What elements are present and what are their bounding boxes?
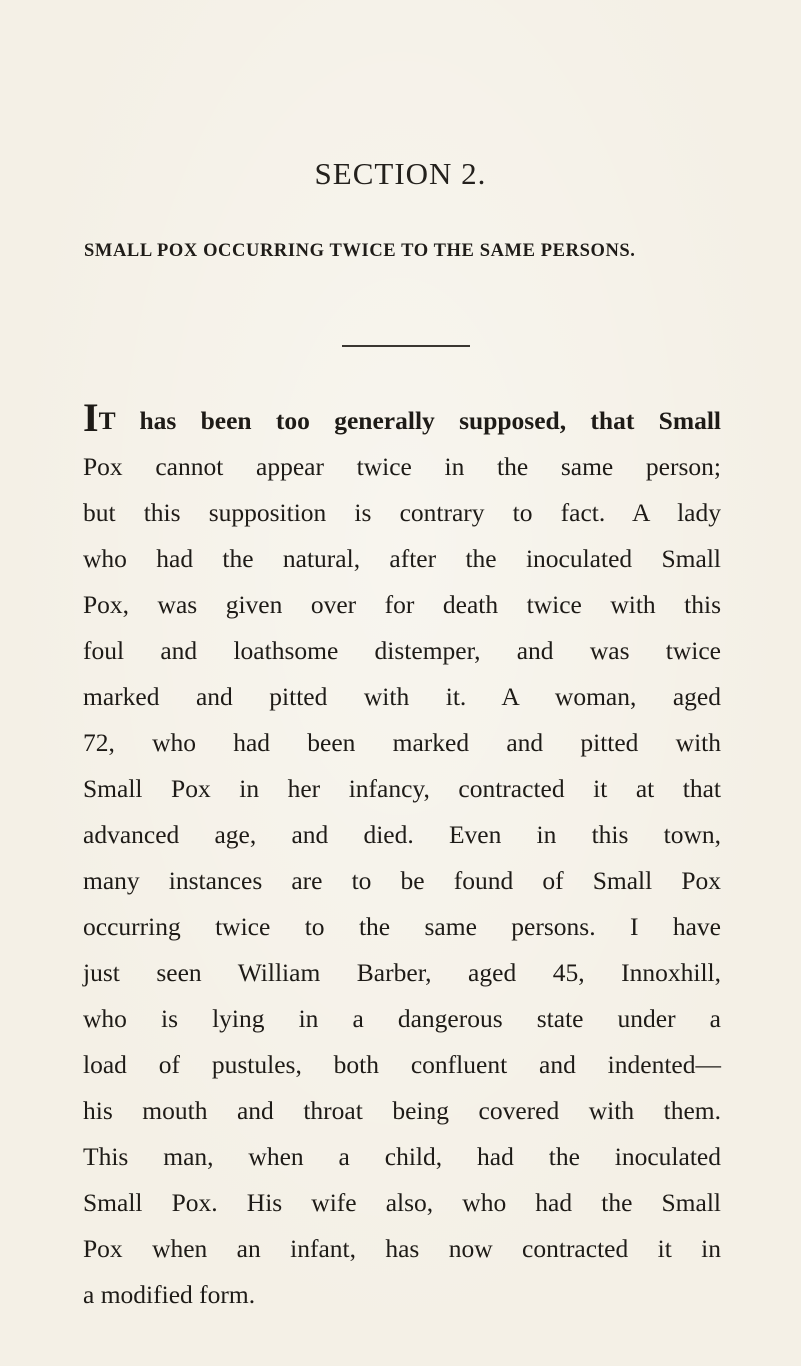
paragraph-line: Pox when an infant, has now contracted it in bbox=[83, 1234, 721, 1263]
divider-rule bbox=[342, 345, 470, 347]
section-subtitle: SMALL POX OCCURRING TWICE TO THE SAME PERSONS. bbox=[84, 241, 636, 261]
paragraph-line: just seen William Barber, aged 45, Innoxhill, bbox=[83, 958, 721, 987]
paragraph-line: Pox cannot appear twice in the same person; bbox=[83, 452, 721, 481]
paragraph-line: but this supposition is contrary to fact. A lady bbox=[83, 498, 721, 527]
paragraph-line: his mouth and throat being covered with them. bbox=[83, 1096, 721, 1125]
paragraph-line: marked and pitted with it. A woman, aged bbox=[83, 682, 721, 711]
body-paragraph bbox=[83, 395, 721, 1318]
paragraph-line: occurring twice to the same persons. I have bbox=[83, 912, 721, 941]
paragraph-line-1 bbox=[83, 395, 721, 444]
paragraph-line: This man, when a child, had the inoculated bbox=[83, 1142, 721, 1171]
paragraph-line: advanced age, and died. Even in this town, bbox=[83, 820, 721, 849]
paragraph-line: Pox, was given over for death twice with this bbox=[83, 590, 721, 619]
paragraph-line: 72, who had been marked and pitted with bbox=[83, 728, 721, 757]
section-heading: SECTION 2. bbox=[314, 156, 487, 191]
paragraph-line: many instances are to be found of Small Pox bbox=[83, 866, 721, 895]
drop-cap: I bbox=[83, 395, 99, 440]
paragraph-line: load of pustules, both confluent and indented— bbox=[83, 1050, 721, 1079]
paragraph-line: who had the natural, after the inoculated Small bbox=[83, 544, 721, 573]
paragraph-line: Small Pox in her infancy, contracted it at that bbox=[83, 774, 721, 803]
first-line-text: T has been too generally supposed, that Small bbox=[98, 406, 721, 435]
paragraph-line: Small Pox. His wife also, who had the Small bbox=[83, 1188, 721, 1217]
paragraph-line-last: a modified form. bbox=[83, 1280, 256, 1309]
paragraph-line: who is lying in a dangerous state under a bbox=[83, 1004, 721, 1033]
paragraph-line: foul and loathsome distemper, and was twice bbox=[83, 636, 721, 665]
